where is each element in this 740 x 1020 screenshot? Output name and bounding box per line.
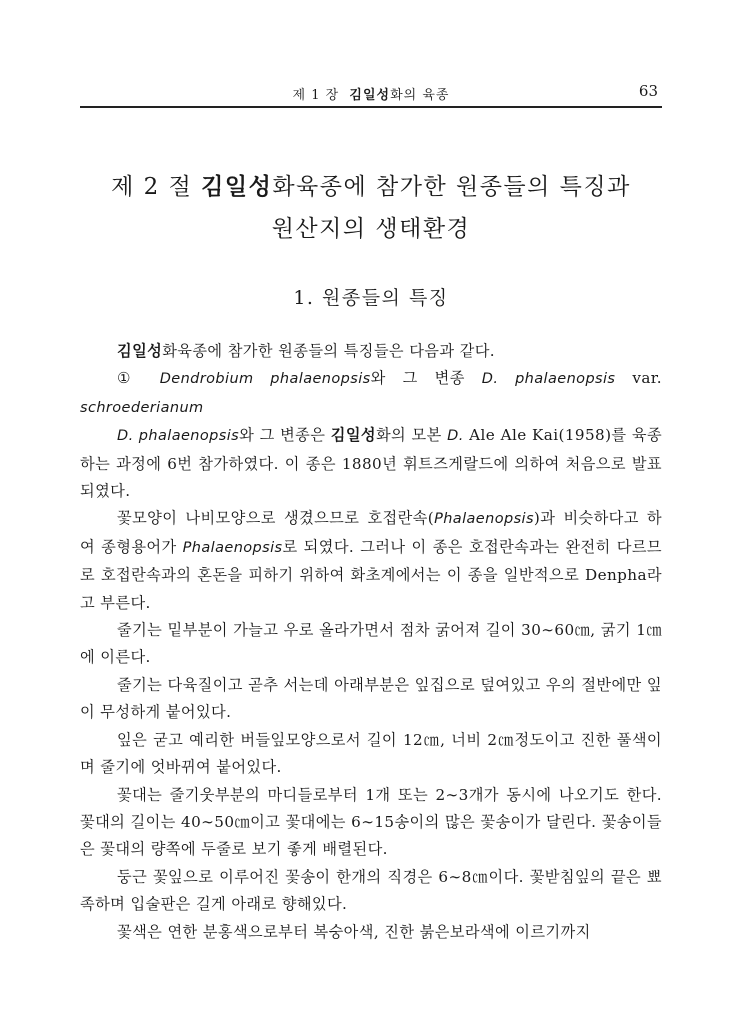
- title-suffix: 화육종에 참가한 원종들의 특징과: [272, 174, 631, 200]
- text: 화육종에 참가한 원종들의 특징들은 다음과 같다.: [162, 342, 496, 360]
- page-number: 63: [638, 82, 658, 100]
- text: 로 되였다. 그러나 이 종은 호접란속과는 완전히 다르므로 호접란속과의 혼돈을 피하기 위하여 화초계에서는 이 종을 일반적으로 Denpha라고 부른다.: [80, 537, 662, 612]
- species-name: D. phalaenopsis: [481, 371, 616, 388]
- paragraph: 잎은 굳고 예리한 버들잎모양으로서 길이 12㎝, 너비 2㎝정도이고 진한 풀색이며 줄기에 엇바뀌여 붙어있다.: [80, 730, 662, 777]
- paragraph: 둥근 꽃잎으로 이루어진 꽃송이 한개의 직경은 6∼8㎝이다. 꽃받침잎의 끝은 뾰족하며 입술판은 길게 아래로 향해있다.: [80, 867, 662, 914]
- chapter-title: [80, 84, 662, 103]
- genus-name: Phalaenopsis: [434, 511, 534, 528]
- title-bold-name: 김일성: [201, 173, 273, 200]
- paragraph: 줄기는 밑부분이 가늘고 우로 올라가면서 점차 굵어져 길이 30∼60㎝, 굵기 1㎝에 이른다.: [80, 621, 662, 667]
- chapter-suffix: 화의 육종: [390, 88, 450, 103]
- paragraph: [80, 365, 662, 422]
- subsection-title: 1. 원종들의 특징: [293, 287, 449, 309]
- text: 와 그 변종: [370, 369, 465, 388]
- paragraph: [80, 422, 662, 505]
- chapter-name-bold: 김일성: [349, 88, 391, 103]
- text: )과 비슷하다고 하여 종형용어가: [80, 509, 662, 556]
- text: 와 그 변종은: [239, 426, 326, 445]
- variety-name: schroederianum: [80, 399, 204, 416]
- section-title-line-1: [80, 168, 662, 201]
- bold-name: 김일성: [117, 342, 163, 360]
- enum-marker: ①: [117, 369, 143, 388]
- text: Ale Ale Kai(1958)를 육종하는 과정에 6번 참가하였다. 이 종은 1880년 휘트즈게랄드에 의하여 처음으로 발표되였다.: [80, 426, 663, 501]
- text: var.: [632, 369, 662, 388]
- section-title-line-2: 원산지의 생태환경: [271, 216, 471, 242]
- paragraph: [80, 338, 662, 365]
- title-prefix: 제 2 절: [111, 174, 193, 200]
- paragraph: 줄기는 다육질이고 곧추 서는데 아래부분은 잎집으로 덮여있고 우의 절반에만 잎이 무성하게 붙어있다.: [80, 675, 662, 722]
- text: 꽃모양이 나비모양으로 생겼으므로 호접란속(: [117, 509, 435, 528]
- body-text: [80, 338, 662, 946]
- species-name: D.: [447, 428, 464, 445]
- bold-name: 김일성: [330, 426, 376, 445]
- genus-name: Phalaenopsis: [182, 539, 283, 556]
- paragraph: 꽃대는 줄기웃부분의 마디들로부터 1개 또는 2∼3개가 동시에 나오기도 한다. 꽃대의 길이는 40∼50㎝이고 꽃대에는 6∼15송이의 많은 꽃송이가 달린다. 꽃송이들은 꽃대의 량쪽에 두줄로 보기 좋게 배렬된다.: [80, 785, 662, 859]
- paragraph: [80, 505, 662, 617]
- text: 화의 모본: [375, 426, 442, 445]
- species-name: D. phalaenopsis: [117, 428, 240, 445]
- chapter-prefix: 제 1 장: [292, 88, 340, 103]
- running-header: [80, 82, 662, 108]
- species-name: Dendrobium phalaenopsis: [159, 371, 371, 388]
- paragraph: 꽃색은 연한 분홍색으로부터 복숭아색, 진한 붉은보라색에 이르기까지: [117, 922, 591, 941]
